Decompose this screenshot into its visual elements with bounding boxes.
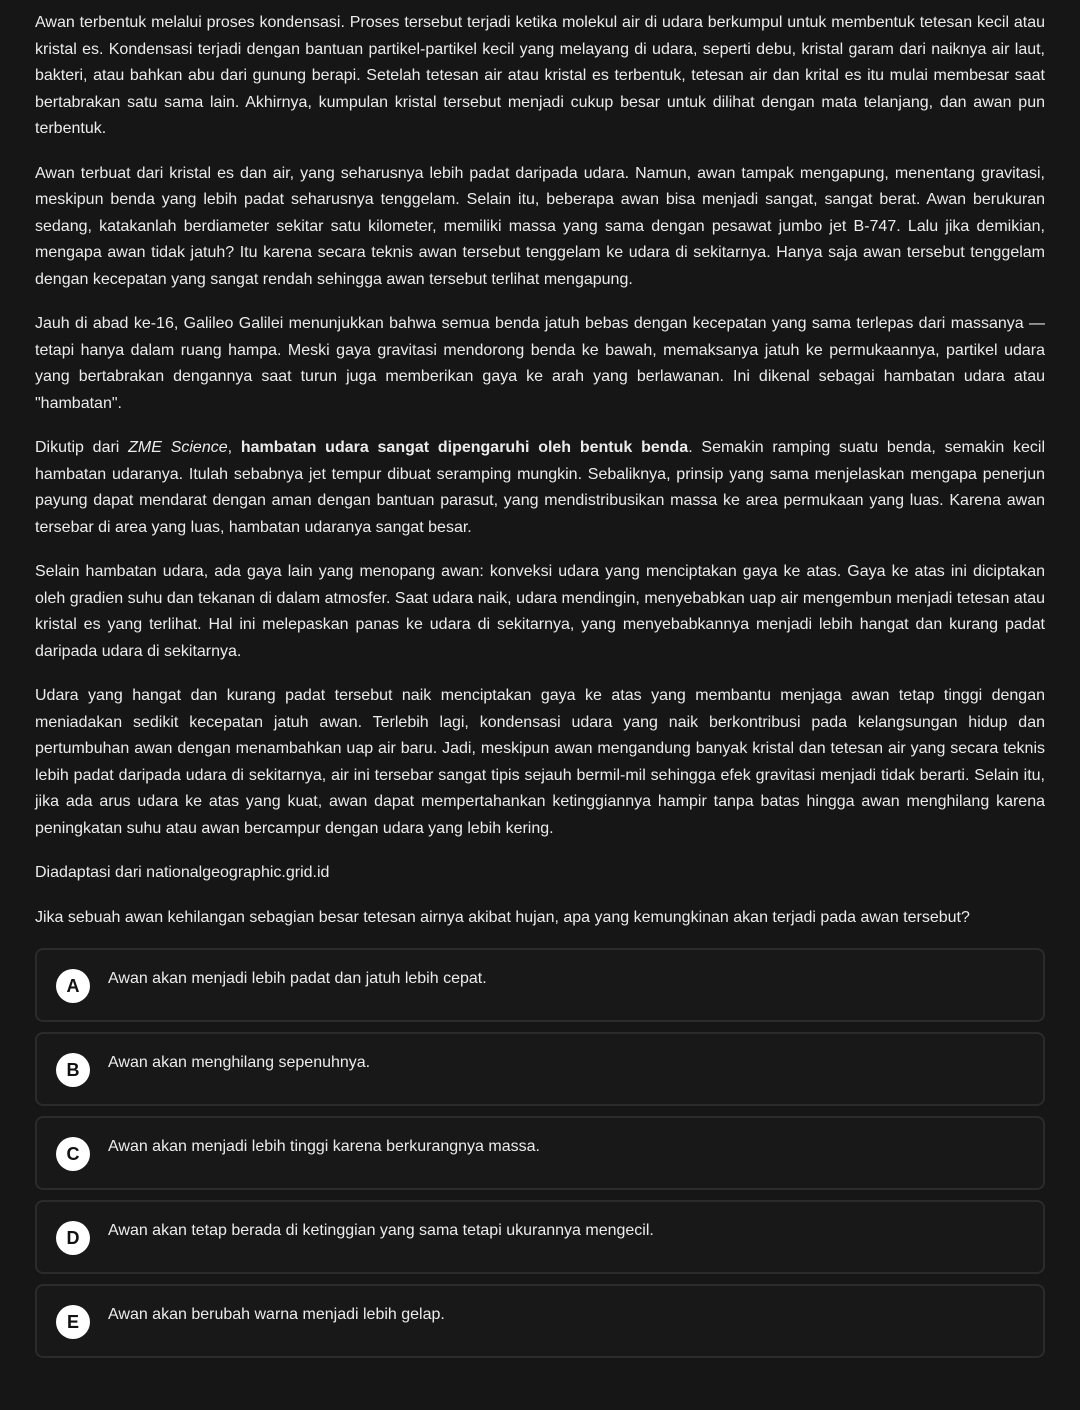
source-attribution: Diadaptasi dari nationalgeographic.grid.id [35,864,330,881]
option-e-letter: E [56,1305,90,1339]
passage-paragraph-5: Selain hambatan udara, ada gaya lain yang menopang awan: konveksi udara yang menciptakan gaya ke atas. Gaya ke atas ini diciptakan oleh gradien suhu dan tekanan di dalam atmosfer. Saat udara naik, udara mendingin, menyebabkan uap air mengembun menjadi tetesan atau kristal es yang terlihat. Hal ini melepaskan panas ke udara di sekitarnya, yang menyebabkannya menjadi lebih hangat dan kurang padat daripada udara di sekitarnya. [35,563,1045,660]
passage-paragraph-1: Awan terbentuk melalui proses kondensasi. Proses tersebut terjadi ketika molekul air di udara berkumpul untuk membentuk tetesan kecil atau kristal es. Kondensasi terjadi dengan bantuan partikel-partikel kecil yang melayang di udara, seperti debu, kristal garam dari naiknya air laut, bakteri, atau bahkan abu dari gunung berapi. Setelah tetesan air atau kristal es terbentuk, tetesan air dan krital es itu mulai membesar saat bertabrakan satu sama lain. Akhirnya, kumpulan kristal tersebut menjadi cukup besar untuk dilihat dengan mata telanjang, dan awan pun terbentuk. [35,14,1045,137]
p4-intro: Dikutip dari [35,439,129,456]
passage-paragraph-2: Awan terbuat dari kristal es dan air, yang seharusnya lebih padat daripada udara. Namun, awan tampak mengapung, menentang gravitasi, meskipun benda yang lebih padat seharusnya tenggelam. Selain itu, beberapa awan bisa menjadi sangat, sangat berat. Awan berukuran sedang, katakanlah berdiameter sekitar satu kilometer, memiliki massa yang sama dengan pesawat jumbo jet B-747. Lalu jika demikian, mengapa awan tidak jatuh? Itu karena secara teknis awan tersebut tenggelam ke udara di sekitarnya. Hanya saja awan tersebut tenggelam dengan kecepatan yang sangat rendah sehingga awan tersebut terlihat mengapung. [35,164,1045,288]
passage-paragraph-4 [35,435,1045,541]
option-b-text: Awan akan menghilang sepenuhnya. [108,1054,371,1071]
option-c-text: Awan akan menjadi lebih tinggi karena berkurangnya massa. [108,1138,540,1155]
p4-rest: . Semakin ramping suatu benda, semakin kecil hambatan udaranya. Itulah sebabnya jet tempur dibuat seramping mungkin. Sebaliknya, prinsip yang sama menjelaskan mengapa penerjun payung dapat mendarat dengan aman dengan bantuan parasut, yang mendistribusikan massa ke area permukaan yang luas. Karena awan tersebar di area yang luas, hambatan udaranya sangat besar. [35,439,1045,536]
option-e[interactable] [35,1284,1045,1358]
option-b-letter: B [56,1053,90,1087]
question-text: Jika sebuah awan kehilangan sebagian besar tetesan airnya akibat hujan, apa yang kemungkinan akan terjadi pada awan tersebut? [35,908,970,926]
option-d[interactable] [35,1200,1045,1274]
option-b[interactable] [35,1032,1045,1106]
answer-options [35,948,1045,1358]
option-a-text: Awan akan menjadi lebih padat dan jatuh lebih cepat. [108,970,487,987]
option-a-letter: A [56,969,90,1003]
p4-comma: , [227,439,241,456]
option-c[interactable] [35,1116,1045,1190]
option-d-letter: D [56,1221,90,1255]
p4-source-name: ZME Science [128,439,228,456]
passage-paragraph-6: Udara yang hangat dan kurang padat tersebut naik menciptakan gaya ke atas yang membantu menjaga awan tetap tinggi dengan meniadakan sedikit kecepatan jatuh awan. Terlebih lagi, kondensasi udara yang naik berkontribusi pada kelangsungan hidup dan pertumbuhan awan dengan menambahkan uap air baru. Jadi, meskipun awan mengandung banyak kristal dan tetesan air yang secara teknis lebih padat daripada udara di sekitarnya, air ini tersebar sangat tipis sejauh bermil-mil sehingga efek gravitasi menjadi tidak berarti. Selain itu, jika ada arus udara ke atas yang kuat, awan dapat mempertahankan ketinggiannya hampir tanpa batas hingga awan menghilang karena peningkatan suhu atau awan bercampur dengan udara yang lebih kering. [35,687,1045,837]
option-d-text: Awan akan tetap berada di ketinggian yang sama tetapi ukurannya mengecil. [108,1222,654,1239]
passage-paragraph-3: Jauh di abad ke-16, Galileo Galilei menunjukkan bahwa semua benda jatuh bebas dengan kecepatan yang sama terlepas dari massanya — tetapi hanya dalam ruang hampa. Meski gaya gravitasi mendorong benda ke bawah, memaksanya jatuh ke permukaannya, partikel udara yang bertabrakan dengannya saat turun juga memberikan gaya ke arah yang berlawanan. Ini dikenal sebagai hambatan udara atau "hambatan". [35,315,1045,412]
p4-emphasis: hambatan udara sangat dipengaruhi oleh bentuk benda [240,439,689,456]
option-e-text: Awan akan berubah warna menjadi lebih gelap. [108,1306,445,1323]
option-c-letter: C [56,1137,90,1171]
option-a[interactable] [35,948,1045,1022]
